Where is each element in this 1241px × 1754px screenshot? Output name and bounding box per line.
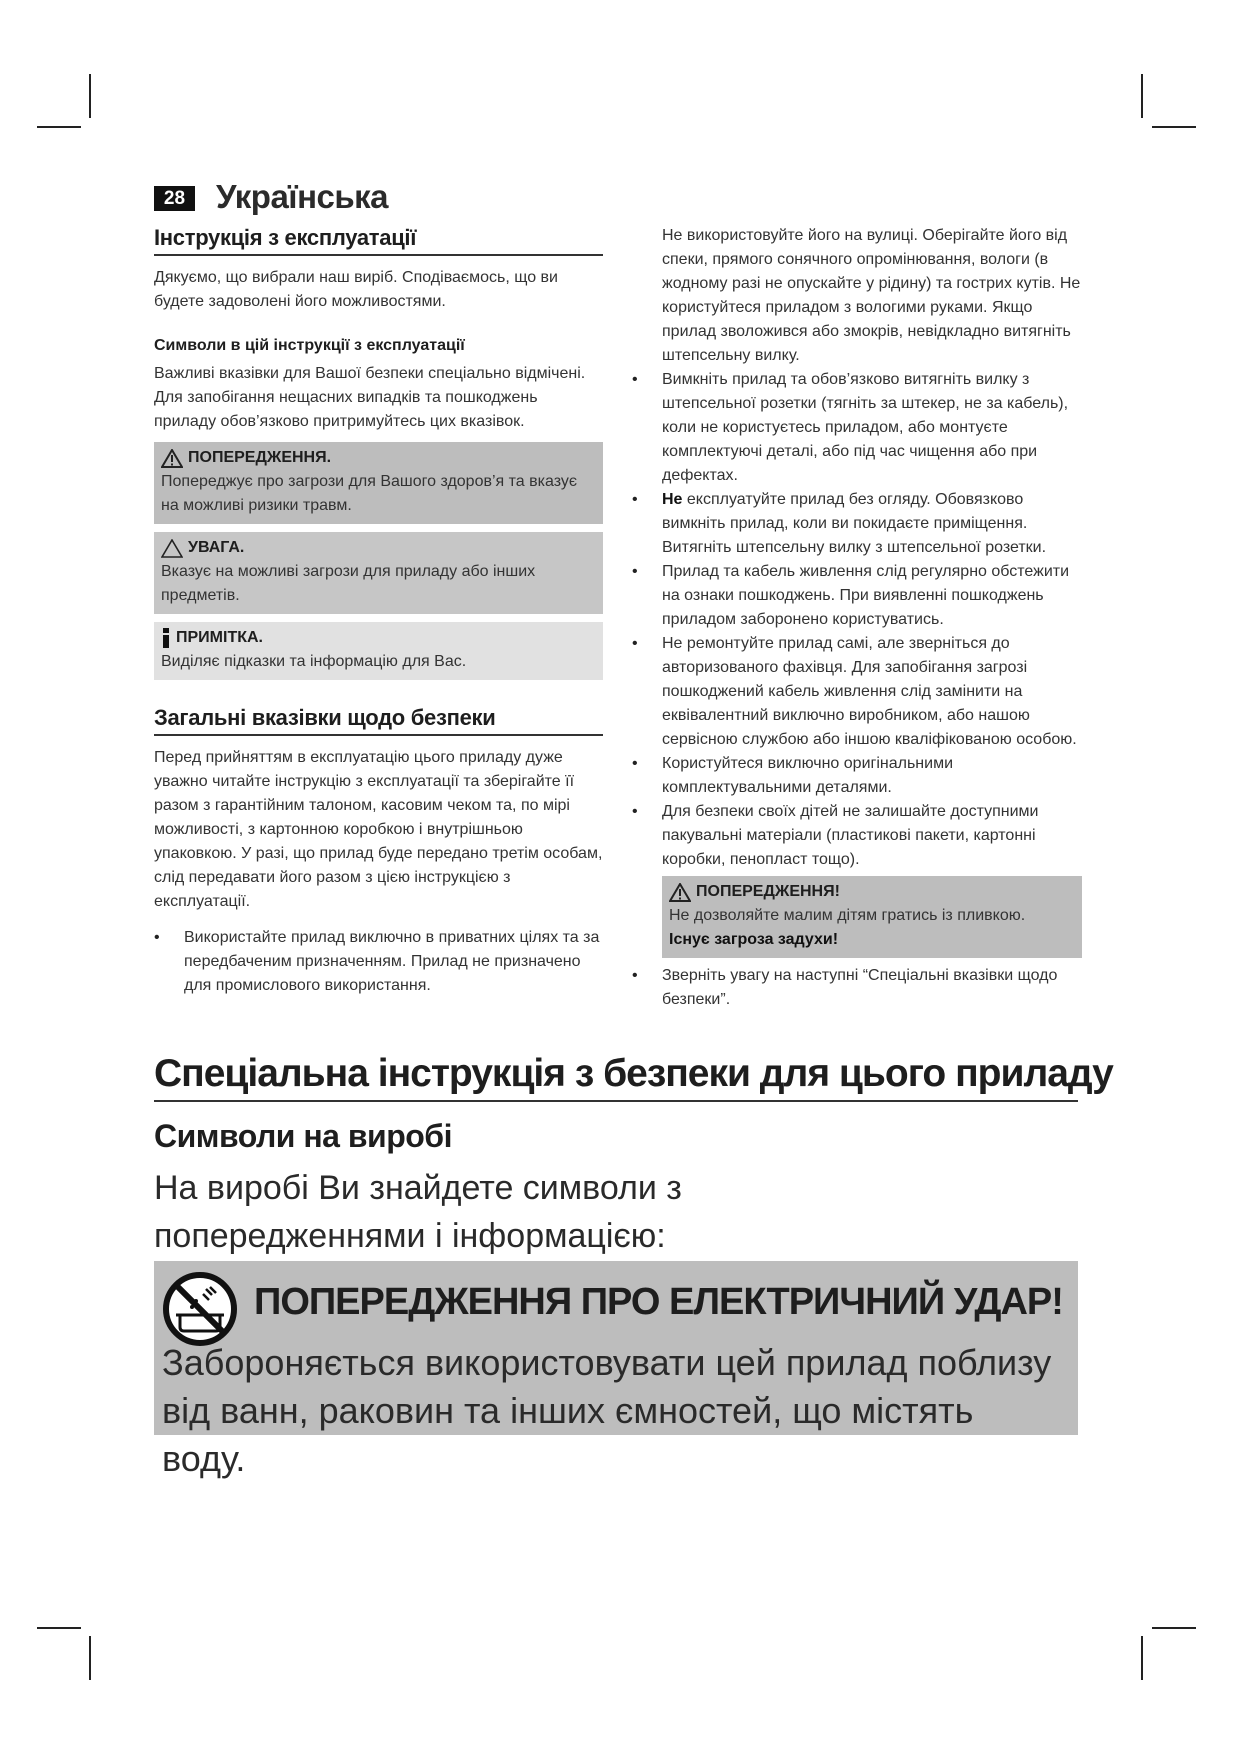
warning2-text: Не дозволяйте малим дітям гратись із пливкою. [669, 907, 1026, 924]
caution-triangle-icon [161, 539, 183, 558]
crop-mark [89, 1636, 91, 1680]
no-water-icon [162, 1271, 238, 1347]
warning-text: Попереджує про загрози для Вашого здоров’я та вказує на можливі ризики травм. [161, 473, 578, 514]
list-item: • Для безпеки своїх дітей не залишайте доступними пакувальні матеріали (пластикові пакети, картонні коробки, пенопласт тощо). [632, 800, 1082, 872]
crop-mark [89, 74, 91, 118]
list-item: • Користуйтеся виключно оригінальними комплектувальними деталями. [632, 752, 1082, 800]
list-item: • Прилад та кабель живлення слід регулярно обстежити на ознаки пошкоджень. При виявленні пошкоджень приладом заборонено користуватись. [632, 560, 1082, 632]
note-text: Виділяє підказки та інформацію для Вас. [161, 653, 467, 670]
warning2-bold: Існує загроза задухи! [669, 931, 839, 948]
warning-triangle-icon [161, 449, 183, 468]
list-item-bold: Не [662, 491, 683, 508]
crop-mark [1141, 1636, 1143, 1680]
crop-mark [1152, 126, 1196, 128]
warning-box-children [662, 876, 1082, 958]
section-title-safety: Загальні вказівки щодо безпеки [154, 706, 603, 736]
list-item [632, 488, 1082, 560]
right-column [632, 224, 1082, 1012]
left-column [154, 226, 603, 998]
list-item: • Використайте прилад виключно в приватних цілях та за передбаченим призначенням. Прилад не призначено для промислового використання. [154, 926, 603, 998]
note-title: ПРИМІТКА. [176, 629, 263, 646]
special-instructions-title: Спеціальна інструкція з безпеки для цього приладу [154, 1052, 1078, 1102]
crop-mark [1141, 74, 1143, 118]
product-symbols-text: На виробі Ви знайдете символи з попередженнями і інформацією: [154, 1169, 682, 1255]
crop-mark [1152, 1627, 1196, 1629]
language-title: Українська [216, 178, 389, 215]
warning-triangle-icon [669, 883, 691, 902]
caution-title: УВАГА. [188, 539, 245, 556]
caution-box [154, 532, 603, 614]
warning-box [154, 442, 603, 524]
crop-mark [37, 126, 81, 128]
safety-list-right [632, 368, 1082, 872]
crop-mark [37, 1627, 81, 1629]
shock-warning-text: Забороняється використовувати цей прилад поблизу від ванн, раковин та інших ємностей, що містять воду. [162, 1342, 1052, 1479]
page-number: 28 [154, 186, 195, 211]
shock-warning-title: ПОПЕРЕДЖЕННЯ ПРО ЕЛЕКТРИЧНИЙ УДАР! [254, 1281, 1063, 1323]
section-title-instructions: Інструкція з експлуатації [154, 226, 603, 256]
caution-text: Вказує на можливі загрози для приладу або інших предметів. [161, 563, 536, 604]
warning-title: ПОПЕРЕДЖЕННЯ. [188, 449, 332, 466]
warning2-title: ПОПЕРЕДЖЕННЯ! [696, 883, 840, 900]
electric-shock-warning [154, 1261, 1078, 1479]
intro-text: Дякуємо, що вибрали наш виріб. Сподіваємось, що ви будете задоволені його можливостями. [154, 269, 558, 310]
safety-list-left [154, 926, 603, 998]
symbols-heading: Символи в цій інструкції з експлуатації [154, 337, 465, 354]
product-symbols-title: Символи на виробі [154, 1118, 452, 1154]
symbols-text: Важливі вказівки для Вашої безпеки спеціально відмічені. Для запобігання нещасних випадків та пошкоджень приладу обов’язково притримуйтесь цих вказівок. [154, 365, 586, 430]
list-item: • Зверніть увагу на наступні “Спеціальні вказівки щодо безпеки”. [632, 964, 1082, 1012]
safety-list-right-end [632, 964, 1082, 1012]
safety-intro: Перед прийняттям в експлуатацію цього приладу дуже уважно читайте інструкцію з експлуатації та зберігайте її разом з гарантійним талоном, касовим чеком та, по мірі можливості, з картонною коробкою і внутрішньою упаковкою. У разі, що прилад буде передано третім особам, слід передавати його разом з цією інструкцією з експлуатації. [154, 749, 603, 910]
list-item: • Не ремонтуйте прилад самі, але зверніться до авторизованого фахівця. Для запобігання загрозі пошкоджений кабель живлення слід замінити на еквівалентний виключно виробником, або нашою сервісною службою або іншою кваліфікованою особою. [632, 632, 1082, 752]
list-item-text: експлуатуйте прилад без огляду. Обовязково вимкніть прилад, коли ви покидаєте приміщення. Витягніть штепсельну вилку з штепсельної розетки. [662, 491, 1047, 556]
list-item: • Вимкніть прилад та обов’язково витягніть вилку з штепсельної розетки (тягніть за штекер, не за кабель), коли не користуєтесь приладом, або монтуєте комплектуючі деталі, або під час чищення або при дефектах. [632, 368, 1082, 488]
info-icon [161, 628, 171, 648]
continued-text: Не використовуйте його на вулиці. Оберігайте його від спеки, прямого сонячного опромінювання, вологи (в жодному разі не опускайте у рідину) та гострих кутів. Не користуйтеся приладом з вологими руками. Якщо прилад зволожився або змокрів, невідкладно витягніть штепсельну вилку. [662, 227, 1081, 364]
note-box [154, 622, 603, 680]
